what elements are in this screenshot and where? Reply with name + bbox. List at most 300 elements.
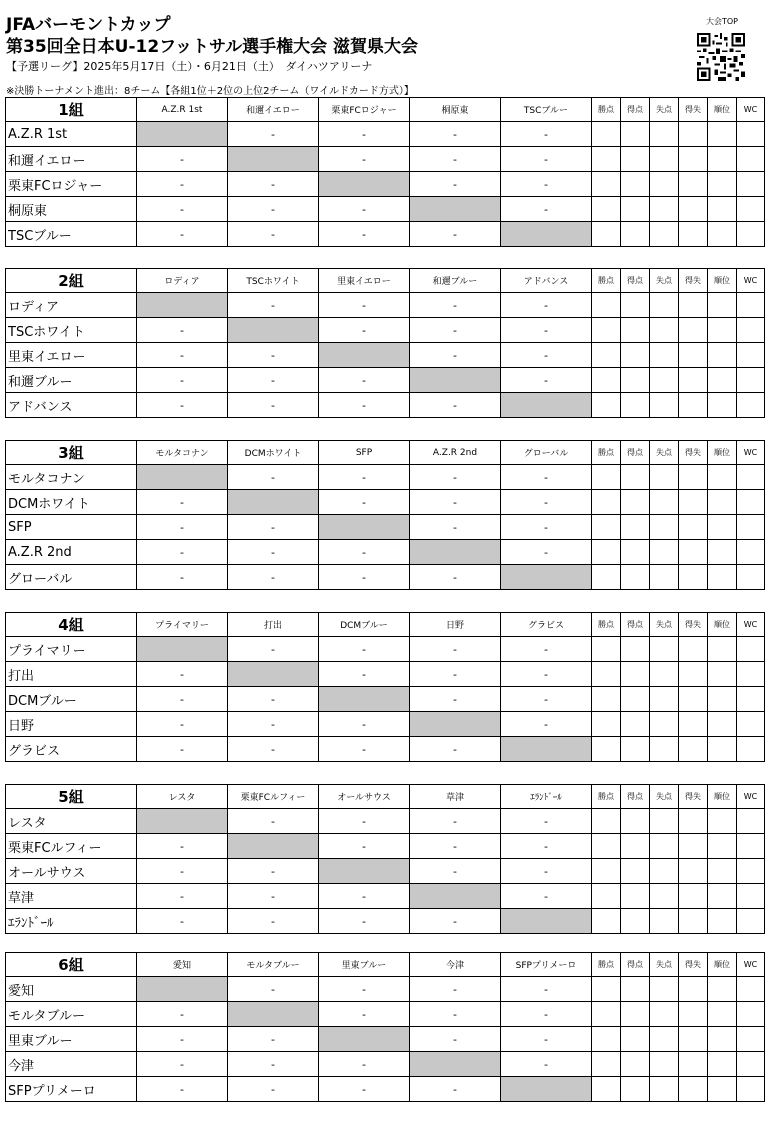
- stat-cell: [650, 809, 679, 834]
- self-match-cell: [501, 1077, 592, 1102]
- match-result-cell: -: [137, 540, 228, 565]
- column-team-name: レスタ: [137, 785, 228, 809]
- self-match-cell: [228, 147, 319, 172]
- row-team-name: アドバンス: [6, 393, 137, 418]
- match-result-cell: -: [410, 809, 501, 834]
- match-result-cell: -: [410, 465, 501, 490]
- table-row: [6, 834, 765, 859]
- match-result-cell: -: [319, 884, 410, 909]
- stat-cell: [650, 662, 679, 687]
- match-result-cell: -: [228, 637, 319, 662]
- table-row: [6, 909, 765, 934]
- self-match-cell: [228, 1002, 319, 1027]
- self-match-cell: [319, 343, 410, 368]
- stat-cell: [592, 197, 621, 222]
- stat-cell: [592, 662, 621, 687]
- group-name: 4組: [6, 613, 137, 637]
- table-row: [6, 737, 765, 762]
- match-result-cell: -: [137, 222, 228, 247]
- group-table-5: [5, 784, 765, 934]
- match-result-cell: -: [228, 1027, 319, 1052]
- stat-cell: [650, 737, 679, 762]
- stat-cell: [650, 712, 679, 737]
- stat-cell: [592, 465, 621, 490]
- stat-header: 得点: [621, 953, 650, 977]
- table-row: [6, 515, 765, 540]
- stat-cell: [679, 809, 708, 834]
- match-result-cell: -: [228, 1052, 319, 1077]
- match-result-cell: -: [319, 977, 410, 1002]
- stat-cell: [592, 637, 621, 662]
- match-result-cell: -: [228, 565, 319, 590]
- stat-header: 得失: [679, 613, 708, 637]
- self-match-cell: [501, 565, 592, 590]
- stat-cell: [737, 293, 765, 318]
- stat-cell: [679, 565, 708, 590]
- match-result-cell: -: [501, 122, 592, 147]
- stat-header: 順位: [708, 98, 737, 122]
- row-team-name: レスタ: [6, 809, 137, 834]
- stat-cell: [679, 490, 708, 515]
- stat-header: WC: [737, 785, 765, 809]
- match-result-cell: -: [501, 293, 592, 318]
- stat-cell: [621, 1002, 650, 1027]
- table-row: [6, 122, 765, 147]
- match-result-cell: -: [501, 343, 592, 368]
- stat-cell: [592, 737, 621, 762]
- stat-cell: [737, 172, 765, 197]
- stat-cell: [592, 222, 621, 247]
- stat-header: 得点: [621, 269, 650, 293]
- row-team-name: TSCホワイト: [6, 318, 137, 343]
- group-name: 3組: [6, 441, 137, 465]
- stat-cell: [737, 565, 765, 590]
- match-result-cell: -: [319, 1077, 410, 1102]
- stat-cell: [621, 1052, 650, 1077]
- match-result-cell: -: [137, 515, 228, 540]
- match-result-cell: -: [501, 712, 592, 737]
- column-team-name: モルタコナン: [137, 441, 228, 465]
- stat-cell: [650, 393, 679, 418]
- stat-header: 得点: [621, 98, 650, 122]
- table-row: [6, 343, 765, 368]
- match-result-cell: -: [319, 197, 410, 222]
- table-row: [6, 393, 765, 418]
- table-row: [6, 293, 765, 318]
- stat-cell: [708, 293, 737, 318]
- column-team-name: ｴﾗﾝﾄﾞｰﾙ: [501, 785, 592, 809]
- stat-cell: [679, 222, 708, 247]
- stat-cell: [708, 147, 737, 172]
- table-header-row: [6, 269, 765, 293]
- match-result-cell: -: [137, 737, 228, 762]
- qr-code-icon[interactable]: [697, 33, 745, 81]
- stat-cell: [650, 318, 679, 343]
- self-match-cell: [501, 393, 592, 418]
- stat-cell: [621, 687, 650, 712]
- match-result-cell: -: [137, 147, 228, 172]
- match-result-cell: -: [410, 737, 501, 762]
- row-team-name: TSCブルー: [6, 222, 137, 247]
- match-result-cell: -: [137, 393, 228, 418]
- stat-cell: [708, 222, 737, 247]
- standings-table: [5, 612, 765, 762]
- match-result-cell: -: [501, 465, 592, 490]
- table-row: [6, 1002, 765, 1027]
- table-row: [6, 1027, 765, 1052]
- table-row: [6, 490, 765, 515]
- stat-cell: [708, 859, 737, 884]
- self-match-cell: [410, 368, 501, 393]
- stat-header: 勝点: [592, 953, 621, 977]
- stat-cell: [737, 737, 765, 762]
- self-match-cell: [410, 884, 501, 909]
- column-team-name: プライマリー: [137, 613, 228, 637]
- row-team-name: 愛知: [6, 977, 137, 1002]
- stat-header: WC: [737, 953, 765, 977]
- stat-header: 勝点: [592, 785, 621, 809]
- table-header-row: [6, 613, 765, 637]
- table-row: [6, 197, 765, 222]
- match-result-cell: -: [501, 318, 592, 343]
- match-result-cell: -: [228, 1077, 319, 1102]
- stat-cell: [737, 977, 765, 1002]
- match-result-cell: -: [501, 977, 592, 1002]
- stat-header: 失点: [650, 441, 679, 465]
- stat-cell: [708, 809, 737, 834]
- match-result-cell: -: [501, 1052, 592, 1077]
- stat-cell: [650, 637, 679, 662]
- stat-cell: [737, 1002, 765, 1027]
- match-result-cell: -: [410, 318, 501, 343]
- column-team-name: TSCホワイト: [228, 269, 319, 293]
- match-result-cell: -: [410, 565, 501, 590]
- stat-header: 失点: [650, 613, 679, 637]
- stat-cell: [708, 540, 737, 565]
- row-team-name: 栗東FCルフィー: [6, 834, 137, 859]
- match-result-cell: -: [137, 343, 228, 368]
- stat-header: 順位: [708, 441, 737, 465]
- group-name: 2組: [6, 269, 137, 293]
- table-row: [6, 637, 765, 662]
- stat-cell: [679, 637, 708, 662]
- stat-cell: [650, 1052, 679, 1077]
- self-match-cell: [501, 909, 592, 934]
- group-name: 5組: [6, 785, 137, 809]
- self-match-cell: [137, 977, 228, 1002]
- table-header-row: [6, 785, 765, 809]
- stat-cell: [737, 465, 765, 490]
- match-result-cell: -: [319, 834, 410, 859]
- stat-cell: [650, 1027, 679, 1052]
- match-result-cell: -: [319, 490, 410, 515]
- match-result-cell: -: [137, 662, 228, 687]
- match-result-cell: -: [410, 1002, 501, 1027]
- column-team-name: DCMホワイト: [228, 441, 319, 465]
- match-result-cell: -: [319, 712, 410, 737]
- stat-cell: [737, 1077, 765, 1102]
- stat-cell: [621, 515, 650, 540]
- stat-cell: [650, 122, 679, 147]
- match-result-cell: -: [137, 1002, 228, 1027]
- match-result-cell: -: [228, 197, 319, 222]
- row-team-name: プライマリー: [6, 637, 137, 662]
- match-result-cell: -: [137, 884, 228, 909]
- stat-cell: [592, 977, 621, 1002]
- stat-cell: [592, 368, 621, 393]
- stat-cell: [737, 122, 765, 147]
- column-team-name: 和邇イエロー: [228, 98, 319, 122]
- stat-header: 順位: [708, 613, 737, 637]
- stat-cell: [650, 172, 679, 197]
- standings-table: [5, 784, 765, 934]
- table-row: [6, 147, 765, 172]
- stat-cell: [592, 1077, 621, 1102]
- stat-cell: [592, 318, 621, 343]
- self-match-cell: [410, 197, 501, 222]
- stat-cell: [679, 662, 708, 687]
- stat-header: WC: [737, 269, 765, 293]
- stat-cell: [708, 1077, 737, 1102]
- match-result-cell: -: [319, 737, 410, 762]
- group-name: 1組: [6, 98, 137, 122]
- stat-cell: [592, 884, 621, 909]
- stat-header: 得失: [679, 98, 708, 122]
- group-table-6: [5, 952, 765, 1102]
- match-result-cell: -: [410, 859, 501, 884]
- match-result-cell: -: [319, 540, 410, 565]
- stat-cell: [679, 1002, 708, 1027]
- match-result-cell: -: [137, 490, 228, 515]
- match-result-cell: -: [137, 1027, 228, 1052]
- match-result-cell: -: [501, 1027, 592, 1052]
- stat-cell: [621, 393, 650, 418]
- column-team-name: グラビス: [501, 613, 592, 637]
- match-result-cell: -: [501, 637, 592, 662]
- stat-cell: [592, 859, 621, 884]
- table-row: [6, 565, 765, 590]
- match-result-cell: -: [228, 393, 319, 418]
- stat-cell: [708, 662, 737, 687]
- row-team-name: 里東ブルー: [6, 1027, 137, 1052]
- row-team-name: DCMブルー: [6, 687, 137, 712]
- column-team-name: アドバンス: [501, 269, 592, 293]
- self-match-cell: [228, 662, 319, 687]
- stat-cell: [737, 662, 765, 687]
- column-team-name: 日野: [410, 613, 501, 637]
- match-result-cell: -: [228, 343, 319, 368]
- group-table-2: [5, 268, 765, 418]
- column-team-name: 和邇ブルー: [410, 269, 501, 293]
- stat-cell: [708, 1027, 737, 1052]
- match-result-cell: -: [410, 662, 501, 687]
- stat-cell: [621, 1077, 650, 1102]
- stat-cell: [679, 834, 708, 859]
- match-result-cell: -: [137, 172, 228, 197]
- table-row: [6, 809, 765, 834]
- row-team-name: モルタコナン: [6, 465, 137, 490]
- stat-cell: [708, 977, 737, 1002]
- standings-table: [5, 268, 765, 418]
- stat-cell: [621, 859, 650, 884]
- stat-cell: [737, 540, 765, 565]
- column-team-name: A.Z.R 2nd: [410, 441, 501, 465]
- stat-cell: [650, 465, 679, 490]
- match-result-cell: -: [137, 687, 228, 712]
- self-match-cell: [410, 540, 501, 565]
- self-match-cell: [137, 122, 228, 147]
- stat-cell: [679, 172, 708, 197]
- row-team-name: SFP: [6, 515, 137, 540]
- stat-cell: [650, 293, 679, 318]
- match-result-cell: -: [137, 318, 228, 343]
- stat-cell: [621, 712, 650, 737]
- match-result-cell: -: [501, 1002, 592, 1027]
- match-result-cell: -: [228, 859, 319, 884]
- stat-cell: [737, 1027, 765, 1052]
- stat-cell: [621, 737, 650, 762]
- stat-header: 得点: [621, 613, 650, 637]
- self-match-cell: [228, 318, 319, 343]
- stat-cell: [708, 368, 737, 393]
- stat-cell: [592, 490, 621, 515]
- match-result-cell: -: [137, 368, 228, 393]
- group-table-3: [5, 440, 765, 590]
- stat-cell: [737, 318, 765, 343]
- stat-cell: [737, 490, 765, 515]
- match-result-cell: -: [319, 809, 410, 834]
- stat-cell: [679, 343, 708, 368]
- stat-header: 得失: [679, 269, 708, 293]
- table-row: [6, 884, 765, 909]
- stat-cell: [621, 197, 650, 222]
- row-team-name: 和邇イエロー: [6, 147, 137, 172]
- match-result-cell: -: [137, 197, 228, 222]
- stat-cell: [621, 318, 650, 343]
- row-team-name: 桐原東: [6, 197, 137, 222]
- stat-cell: [621, 884, 650, 909]
- stat-cell: [708, 515, 737, 540]
- tournament-top-label[interactable]: 大会TOP: [706, 17, 739, 26]
- stat-cell: [621, 540, 650, 565]
- stat-cell: [592, 122, 621, 147]
- match-result-cell: -: [410, 122, 501, 147]
- match-result-cell: -: [228, 515, 319, 540]
- stat-header: 勝点: [592, 613, 621, 637]
- stat-cell: [708, 1052, 737, 1077]
- table-row: [6, 977, 765, 1002]
- match-result-cell: -: [228, 712, 319, 737]
- stat-cell: [679, 465, 708, 490]
- match-result-cell: -: [410, 977, 501, 1002]
- match-result-cell: -: [501, 884, 592, 909]
- stat-cell: [708, 318, 737, 343]
- stat-cell: [679, 1052, 708, 1077]
- stat-cell: [708, 172, 737, 197]
- tournament-subtitle: 第35回全日本U-12フットサル選手権大会 滋賀県大会: [6, 37, 419, 57]
- match-result-cell: -: [228, 809, 319, 834]
- match-result-cell: -: [410, 222, 501, 247]
- self-match-cell: [137, 809, 228, 834]
- match-result-cell: -: [319, 909, 410, 934]
- column-team-name: DCMブルー: [319, 613, 410, 637]
- table-row: [6, 368, 765, 393]
- match-result-cell: -: [228, 122, 319, 147]
- match-result-cell: -: [319, 565, 410, 590]
- self-match-cell: [319, 687, 410, 712]
- row-team-name: モルタブルー: [6, 1002, 137, 1027]
- table-row: [6, 662, 765, 687]
- match-result-cell: -: [501, 834, 592, 859]
- stat-cell: [708, 687, 737, 712]
- match-result-cell: -: [319, 393, 410, 418]
- stat-cell: [737, 712, 765, 737]
- self-match-cell: [137, 293, 228, 318]
- match-result-cell: -: [410, 834, 501, 859]
- stat-cell: [592, 147, 621, 172]
- stat-cell: [679, 977, 708, 1002]
- table-row: [6, 222, 765, 247]
- match-result-cell: -: [501, 687, 592, 712]
- stat-cell: [650, 343, 679, 368]
- stat-cell: [708, 197, 737, 222]
- stat-cell: [679, 293, 708, 318]
- stat-cell: [708, 909, 737, 934]
- stat-cell: [650, 884, 679, 909]
- stat-cell: [708, 122, 737, 147]
- table-row: [6, 712, 765, 737]
- stat-cell: [621, 343, 650, 368]
- stat-header: 失点: [650, 785, 679, 809]
- stat-cell: [737, 909, 765, 934]
- column-team-name: 愛知: [137, 953, 228, 977]
- stat-cell: [679, 1027, 708, 1052]
- stat-cell: [679, 540, 708, 565]
- match-result-cell: -: [410, 515, 501, 540]
- stat-header: 得点: [621, 441, 650, 465]
- table-row: [6, 540, 765, 565]
- column-team-name: 里東イエロー: [319, 269, 410, 293]
- stat-cell: [708, 884, 737, 909]
- stat-cell: [621, 293, 650, 318]
- stat-cell: [708, 1002, 737, 1027]
- match-result-cell: -: [501, 859, 592, 884]
- stat-cell: [592, 712, 621, 737]
- column-team-name: 打出: [228, 613, 319, 637]
- match-result-cell: -: [410, 172, 501, 197]
- stat-header: 失点: [650, 98, 679, 122]
- stat-cell: [621, 977, 650, 1002]
- stat-header: 順位: [708, 953, 737, 977]
- table-row: [6, 1077, 765, 1102]
- self-match-cell: [319, 1027, 410, 1052]
- self-match-cell: [228, 490, 319, 515]
- stat-cell: [737, 637, 765, 662]
- match-result-cell: -: [501, 540, 592, 565]
- stat-cell: [679, 737, 708, 762]
- table-row: [6, 465, 765, 490]
- match-result-cell: -: [501, 368, 592, 393]
- table-row: [6, 687, 765, 712]
- stat-cell: [679, 687, 708, 712]
- stat-cell: [679, 859, 708, 884]
- stat-cell: [621, 565, 650, 590]
- row-team-name: ｴﾗﾝﾄﾞｰﾙ: [6, 909, 137, 934]
- stat-cell: [708, 343, 737, 368]
- match-result-cell: -: [228, 737, 319, 762]
- column-team-name: SFP: [319, 441, 410, 465]
- stat-cell: [650, 197, 679, 222]
